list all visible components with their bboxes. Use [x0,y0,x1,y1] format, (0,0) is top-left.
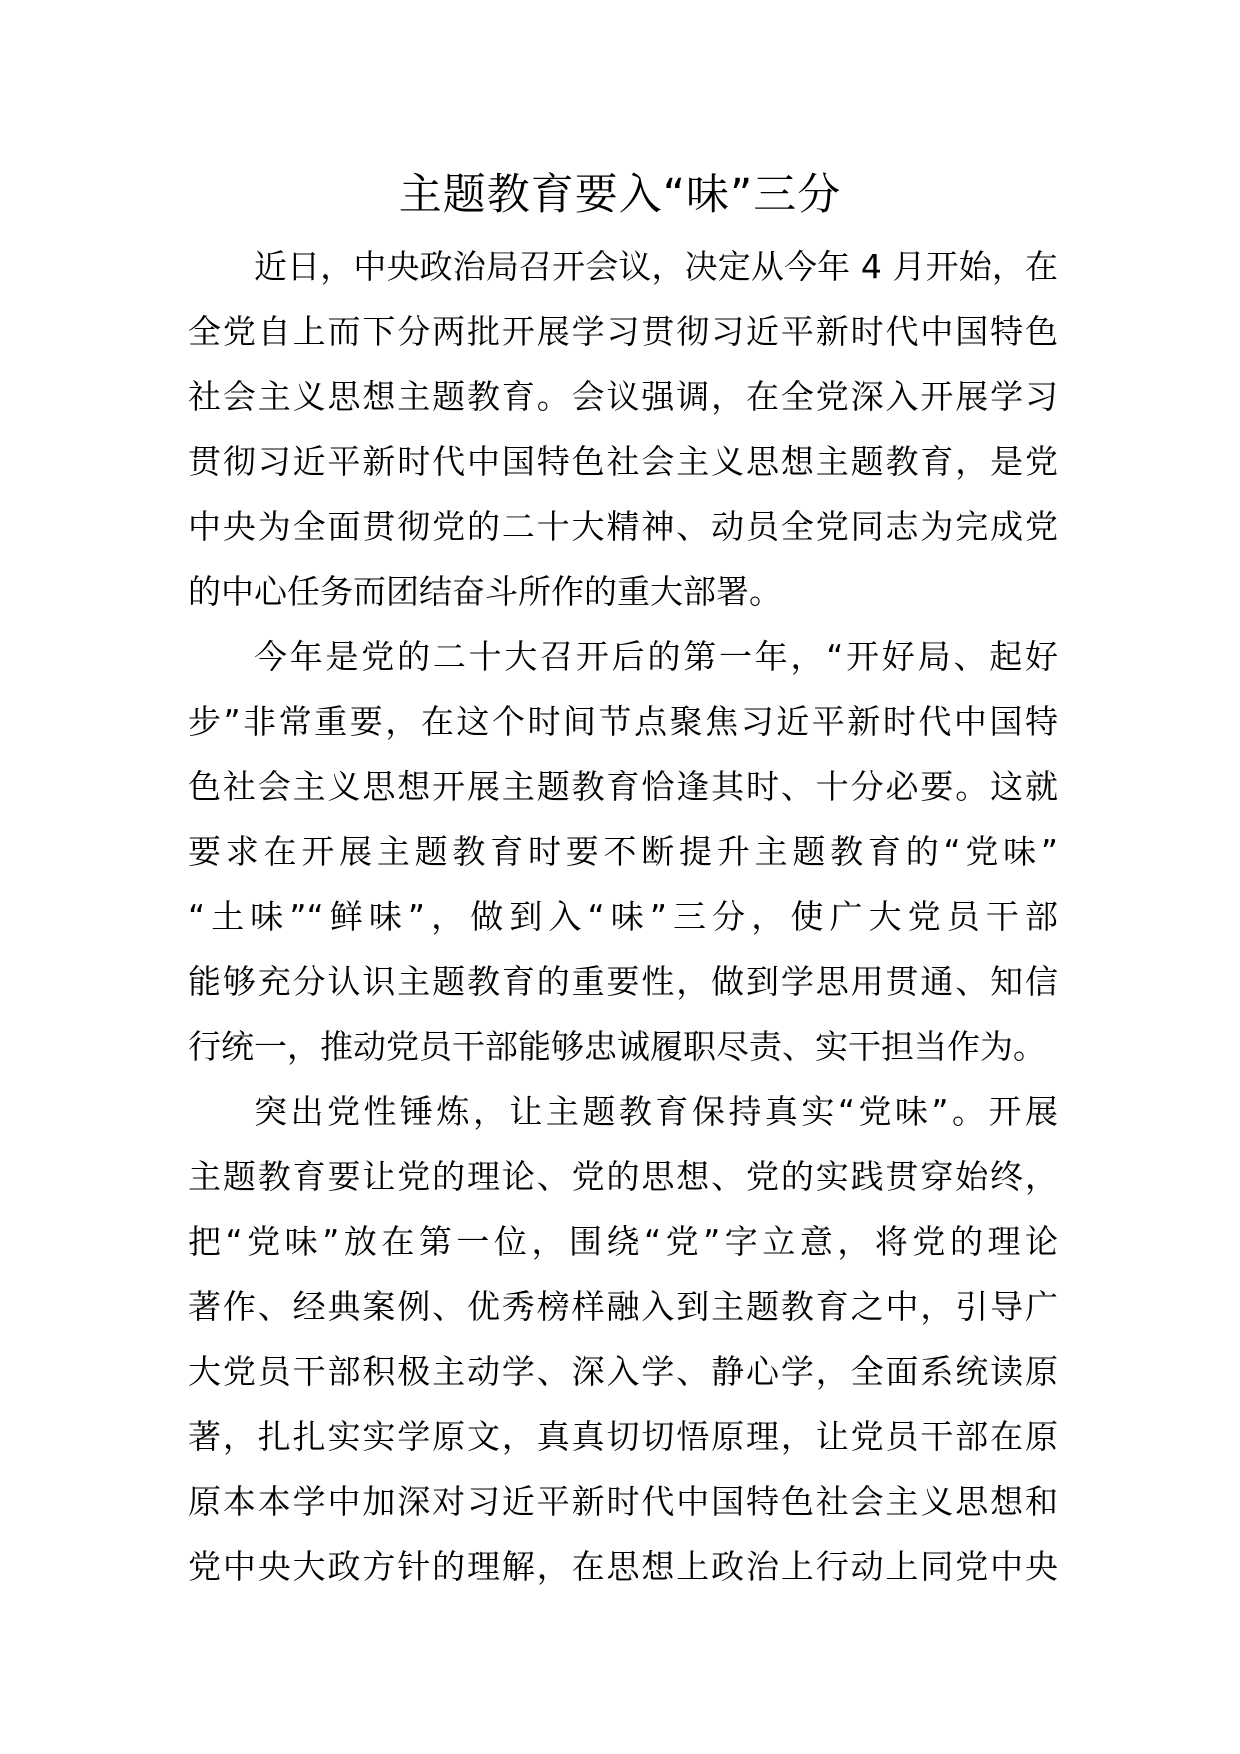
text-line: 主题教育要让党的理论、党的思想、党的实践贯穿始终， [188,1157,1058,1196]
text-line: “土味”“鲜味”，做到入“味”三分，使广大党员干部 [188,897,1058,936]
text-line: 大党员干部积极主动学、深入学、静心学，全面系统读原 [188,1352,1058,1391]
text-line: 步”非常重要，在这个时间节点聚焦习近平新时代中国特 [188,702,1058,741]
text-line: 贯彻习近平新时代中国特色社会主义思想主题教育，是党 [188,442,1058,481]
document-title: 主题教育要入“味”三分 [398,170,842,220]
text-line: 行统一，推动党员干部能够忠诚履职尽责、实干担当作为。 [188,1027,1046,1066]
text-line: 中央为全面贯彻党的二十大精神、动员全党同志为完成党 [188,507,1058,546]
text-line: 著，扎扎实实学原文，真真切切悟原理，让党员干部在原 [188,1417,1058,1456]
document-body [188,234,1058,1599]
text-line: 全党自上而下分两批开展学习贯彻习近平新时代中国特色 [188,312,1058,351]
text-line: 色社会主义思想开展主题教育恰逢其时、十分必要。这就 [188,767,1058,806]
text-line: 今年是党的二十大召开后的第一年，“开好局、起好 [254,637,1058,676]
text-line: 要求在开展主题教育时要不断提升主题教育的“党味” [188,832,1058,871]
text-line: 社会主义思想主题教育。会议强调，在全党深入开展学习 [188,377,1058,416]
text-line: 著作、经典案例、优秀榜样融入到主题教育之中，引导广 [188,1287,1058,1326]
text-line: 把“党味”放在第一位，围绕“党”字立意，将党的理论 [188,1222,1058,1261]
text-line: 突出党性锤炼，让主题教育保持真实“党味”。开展 [254,1092,1058,1131]
text-line: 能够充分认识主题教育的重要性，做到学思用贯通、知信 [188,962,1058,1001]
text-line: 近日，中央政治局召开会议，决定从今年 4 月开始，在 [254,247,1058,286]
text-line: 的中心任务而团结奋斗所作的重大部署。 [188,572,782,611]
text-line: 党中央大政方针的理解，在思想上政治上行动上同党中央 [188,1547,1058,1586]
text-line: 原本本学中加深对习近平新时代中国特色社会主义思想和 [188,1482,1058,1521]
